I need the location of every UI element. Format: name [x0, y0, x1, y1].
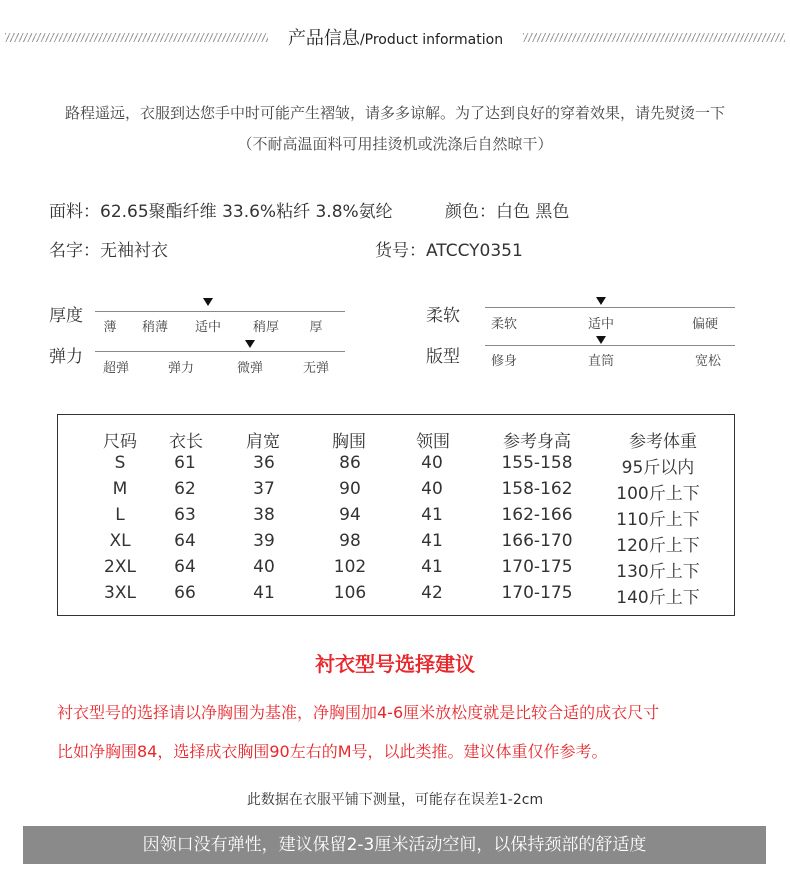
- softness-scale-line: [485, 307, 735, 308]
- table-cell: 120斤上下: [616, 536, 700, 556]
- table-cell: 170-175: [501, 557, 573, 577]
- elasticity-scale-line: [95, 351, 345, 352]
- table-cell: 61: [174, 453, 196, 473]
- table-cell: 41: [253, 583, 275, 603]
- thickness-scale-option: 适中: [194, 320, 222, 335]
- table-cell: 41: [421, 531, 443, 551]
- table-cell: 98: [339, 531, 361, 551]
- table-cell: 90: [339, 479, 361, 499]
- fit-scale-option: 修身: [490, 354, 518, 369]
- table-cell: 102: [333, 557, 367, 577]
- table-cell: 162-166: [501, 505, 573, 525]
- table-cell: 63: [174, 505, 196, 525]
- table-cell: 158-162: [501, 479, 573, 499]
- table-header-cell: 参考体重: [629, 432, 697, 452]
- table-cell: M: [112, 479, 128, 499]
- table-cell: 36: [253, 453, 275, 473]
- ironing-tip: （不耐高温面料可用挂烫机或洗涤后自然晾干）: [237, 135, 553, 153]
- table-cell: 37: [253, 479, 275, 499]
- section-title-cn: 产品信息: [287, 28, 360, 49]
- fabric-spec: 面料：62.65聚酯纤维 33.6%粘纤 3.8%氨纶: [49, 202, 393, 222]
- table-cell: 42: [421, 583, 443, 603]
- table-cell: 41: [421, 505, 443, 525]
- name-spec: 名字：无袖衬衣: [49, 241, 168, 261]
- table-cell: XL: [109, 531, 131, 551]
- fit-scale-line: [485, 345, 735, 346]
- table-cell: 3XL: [104, 583, 136, 603]
- softness-scale-option: 偏硬: [691, 317, 719, 332]
- table-cell: 66: [174, 583, 196, 603]
- table-cell: 140斤上下: [616, 588, 700, 608]
- softness-scale-label: 柔软: [426, 306, 460, 326]
- table-cell: 100斤上下: [616, 484, 700, 504]
- table-cell: 155-158: [501, 453, 573, 473]
- table-cell: 40: [253, 557, 275, 577]
- elasticity-scale-option: 无弹: [302, 361, 330, 376]
- table-cell: 40: [421, 453, 443, 473]
- table-cell: 38: [253, 505, 275, 525]
- table-cell: 106: [333, 583, 367, 603]
- softness-scale-option: 适中: [587, 317, 615, 332]
- table-cell: L: [115, 505, 125, 525]
- header-decoration-right: [523, 33, 785, 42]
- recommendation-title: 衬衣型号选择建议: [315, 652, 475, 676]
- softness-scale-option: 柔软: [490, 317, 518, 332]
- thickness-scale-option: 稍厚: [252, 320, 280, 335]
- thickness-scale-option: 稍薄: [141, 320, 169, 335]
- fit-selected-marker-icon: [596, 336, 606, 344]
- table-cell: 39: [253, 531, 275, 551]
- table-cell: 40: [421, 479, 443, 499]
- table-cell: 62: [174, 479, 196, 499]
- fit-scale-label: 版型: [426, 347, 460, 367]
- recommendation-line-2: 比如净胸围84，选择成衣胸围90左右的M号，以此类推。建议体重仅作参考。: [57, 742, 608, 761]
- table-header-cell: 尺码: [103, 432, 137, 452]
- wrinkle-notice: 路程遥远，衣服到达您手中时可能产生褶皱，请多多谅解。为了达到良好的穿着效果，请先熨烫一下: [64, 104, 725, 122]
- elasticity-scale-option: 弹力: [167, 361, 195, 376]
- table-cell: 64: [174, 531, 196, 551]
- elasticity-scale-option: 微弹: [236, 361, 264, 376]
- section-title-en: /Product information: [359, 32, 504, 48]
- table-cell: 110斤上下: [616, 510, 700, 530]
- table-header-cell: 胸围: [332, 432, 366, 452]
- fit-scale-option: 直筒: [587, 354, 615, 369]
- thickness-scale-option: 厚: [309, 320, 323, 335]
- table-cell: 2XL: [104, 557, 136, 577]
- collar-comfort-banner: 因领口没有弹性，建议保留2-3厘米活动空间，以保持颈部的舒适度: [23, 826, 766, 864]
- table-cell: 170-175: [501, 583, 573, 603]
- recommendation-line-1: 衬衣型号的选择请以净胸围为基准，净胸围加4-6厘米放松度就是比较合适的成衣尺寸: [57, 703, 660, 722]
- table-header-cell: 衣长: [169, 432, 203, 452]
- section-title: [268, 24, 523, 50]
- item-number-spec: 货号：ATCCY0351: [375, 241, 523, 261]
- color-spec: 颜色：白色 黑色: [445, 202, 570, 222]
- measurement-note: 此数据在衣服平铺下测量，可能存在误差1-2cm: [246, 792, 544, 808]
- thickness-scale-line: [95, 311, 345, 312]
- softness-selected-marker-icon: [596, 297, 606, 305]
- thickness-scale-option: 薄: [103, 320, 117, 335]
- table-cell: 86: [339, 453, 361, 473]
- elasticity-selected-marker-icon: [245, 340, 255, 348]
- table-cell: 130斤上下: [616, 562, 700, 582]
- thickness-selected-marker-icon: [203, 298, 213, 306]
- table-cell: 95斤以内: [621, 458, 695, 478]
- table-cell: 41: [421, 557, 443, 577]
- thickness-scale-label: 厚度: [49, 306, 83, 326]
- table-header-cell: 参考身高: [503, 432, 571, 452]
- table-header-cell: 领围: [416, 432, 450, 452]
- table-cell: 64: [174, 557, 196, 577]
- table-cell: 166-170: [501, 531, 573, 551]
- table-cell: S: [114, 453, 126, 473]
- header-decoration-left: [5, 33, 268, 42]
- fit-scale-option: 宽松: [694, 354, 722, 369]
- table-cell: 94: [339, 505, 361, 525]
- elasticity-scale-option: 超弹: [102, 361, 130, 376]
- elasticity-scale-label: 弹力: [49, 347, 83, 367]
- table-header-cell: 肩宽: [246, 432, 280, 452]
